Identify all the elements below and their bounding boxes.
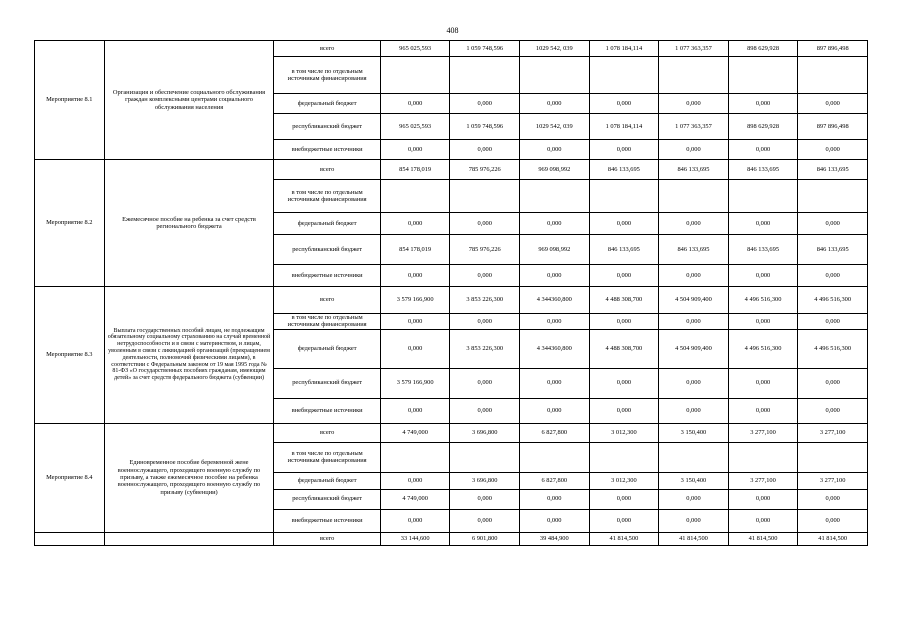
value-cell xyxy=(520,57,590,94)
value-cell: 0,000 xyxy=(520,265,590,287)
value-cell: 1029 542, 039 xyxy=(520,114,590,140)
value-cell: 1029 542, 039 xyxy=(520,41,590,57)
value-cell: 0,000 xyxy=(798,213,868,235)
value-cell: 4 344360,800 xyxy=(520,329,590,368)
value-cell: 0,000 xyxy=(380,314,450,330)
value-cell: 0,000 xyxy=(798,94,868,114)
value-cell: 0,000 xyxy=(450,314,520,330)
value-cell: 0,000 xyxy=(450,489,520,509)
value-cell: 0,000 xyxy=(589,398,659,423)
value-cell: 0,000 xyxy=(450,368,520,398)
value-cell: 846 133,695 xyxy=(589,235,659,265)
value-cell: 4 749,000 xyxy=(380,489,450,509)
value-cell: 897 896,498 xyxy=(798,41,868,57)
value-cell: 4 496 516,300 xyxy=(728,287,798,314)
value-cell: 846 133,695 xyxy=(659,235,729,265)
value-cell: 0,000 xyxy=(520,314,590,330)
value-cell: 0,000 xyxy=(450,140,520,160)
value-cell: 3 853 226,300 xyxy=(450,329,520,368)
value-cell: 3 696,800 xyxy=(450,472,520,489)
value-cell: 785 976,226 xyxy=(450,160,520,180)
funding-source: всего xyxy=(274,423,380,442)
value-cell: 846 133,695 xyxy=(589,160,659,180)
funding-source: федеральный бюджет xyxy=(274,472,380,489)
value-cell: 0,000 xyxy=(728,314,798,330)
event-name: Мероприятие 8.2 xyxy=(35,160,105,287)
value-cell: 0,000 xyxy=(798,368,868,398)
value-cell: 3 277,100 xyxy=(798,472,868,489)
funding-source: федеральный бюджет xyxy=(274,213,380,235)
event-name: Мероприятие 8.3 xyxy=(35,287,105,424)
value-cell: 854 178,019 xyxy=(380,160,450,180)
value-cell: 6 827,800 xyxy=(520,423,590,442)
value-cell: 39 484,900 xyxy=(520,532,590,545)
value-cell: 1 077 363,357 xyxy=(659,114,729,140)
value-cell xyxy=(798,442,868,472)
value-cell: 0,000 xyxy=(728,509,798,532)
value-cell: 898 629,928 xyxy=(728,41,798,57)
value-cell xyxy=(798,180,868,213)
funding-source: в том числе по отдельным источникам финансирования xyxy=(274,442,380,472)
value-cell xyxy=(380,180,450,213)
value-cell: 846 133,695 xyxy=(659,160,729,180)
value-cell xyxy=(798,57,868,94)
value-cell: 0,000 xyxy=(520,94,590,114)
funding-source: республиканский бюджет xyxy=(274,235,380,265)
value-cell: 0,000 xyxy=(380,398,450,423)
funding-source: в том числе по отдельным источникам финансирования xyxy=(274,57,380,94)
value-cell: 0,000 xyxy=(659,140,729,160)
value-cell: 0,000 xyxy=(589,265,659,287)
value-cell xyxy=(589,180,659,213)
value-cell xyxy=(450,180,520,213)
value-cell: 0,000 xyxy=(380,265,450,287)
value-cell xyxy=(520,442,590,472)
value-cell: 3 150,400 xyxy=(659,423,729,442)
value-cell: 0,000 xyxy=(659,398,729,423)
value-cell: 846 133,695 xyxy=(798,235,868,265)
funding-source: республиканский бюджет xyxy=(274,114,380,140)
funding-source: республиканский бюджет xyxy=(274,368,380,398)
value-cell: 0,000 xyxy=(659,509,729,532)
value-cell: 3 012,300 xyxy=(589,423,659,442)
value-cell: 0,000 xyxy=(450,509,520,532)
value-cell: 0,000 xyxy=(659,489,729,509)
value-cell xyxy=(659,180,729,213)
value-cell: 4 749,000 xyxy=(380,423,450,442)
value-cell: 1 059 748,596 xyxy=(450,41,520,57)
value-cell: 41 814,500 xyxy=(589,532,659,545)
value-cell: 0,000 xyxy=(589,94,659,114)
value-cell: 0,000 xyxy=(798,265,868,287)
funding-source: в том числе по отдельным источникам финансирования xyxy=(274,314,380,330)
value-cell xyxy=(380,57,450,94)
value-cell xyxy=(589,442,659,472)
value-cell xyxy=(380,442,450,472)
funding-source: всего xyxy=(274,287,380,314)
value-cell: 965 025,593 xyxy=(380,41,450,57)
event-name: Мероприятие 8.1 xyxy=(35,41,105,160)
value-cell: 1 078 184,114 xyxy=(589,41,659,57)
value-cell: 0,000 xyxy=(798,509,868,532)
budget-table-body xyxy=(35,41,868,546)
value-cell: 33 144,600 xyxy=(380,532,450,545)
value-cell xyxy=(728,57,798,94)
value-cell xyxy=(728,442,798,472)
value-cell: 0,000 xyxy=(798,140,868,160)
value-cell: 3 012,300 xyxy=(589,472,659,489)
table-row xyxy=(35,160,868,180)
value-cell: 0,000 xyxy=(589,509,659,532)
event-description: Организация и обеспечение социального обслуживания граждан комплексными центрами социального обслуживания населения xyxy=(104,41,274,160)
value-cell: 4 488 308,700 xyxy=(589,329,659,368)
value-cell: 0,000 xyxy=(798,398,868,423)
value-cell: 854 178,019 xyxy=(380,235,450,265)
funding-source: федеральный бюджет xyxy=(274,329,380,368)
value-cell: 0,000 xyxy=(589,489,659,509)
value-cell xyxy=(589,57,659,94)
value-cell: 4 344360,800 xyxy=(520,287,590,314)
value-cell: 0,000 xyxy=(589,368,659,398)
value-cell: 0,000 xyxy=(589,140,659,160)
value-cell: 41 814,500 xyxy=(728,532,798,545)
value-cell: 0,000 xyxy=(728,140,798,160)
value-cell: 3 579 166,900 xyxy=(380,287,450,314)
value-cell: 1 077 363,357 xyxy=(659,41,729,57)
value-cell xyxy=(728,180,798,213)
value-cell: 41 814,500 xyxy=(798,532,868,545)
value-cell: 0,000 xyxy=(728,368,798,398)
funding-source: всего xyxy=(274,41,380,57)
value-cell: 6 901,800 xyxy=(450,532,520,545)
value-cell: 41 814,500 xyxy=(659,532,729,545)
event-description: Ежемесячное пособие на ребенка за счет средств регионального бюджета xyxy=(104,160,274,287)
value-cell: 898 629,928 xyxy=(728,114,798,140)
value-cell: 0,000 xyxy=(520,368,590,398)
funding-source: внебюджетные источники xyxy=(274,398,380,423)
value-cell: 4 504 909,400 xyxy=(659,287,729,314)
page-number: 408 xyxy=(446,26,459,35)
value-cell: 965 025,593 xyxy=(380,114,450,140)
value-cell: 1 059 748,596 xyxy=(450,114,520,140)
value-cell: 0,000 xyxy=(520,509,590,532)
value-cell: 3 696,800 xyxy=(450,423,520,442)
value-cell: 846 133,695 xyxy=(728,235,798,265)
value-cell: 0,000 xyxy=(659,265,729,287)
value-cell: 0,000 xyxy=(520,489,590,509)
table-row xyxy=(35,41,868,57)
value-cell xyxy=(520,180,590,213)
funding-source: в том числе по отдельным источникам финансирования xyxy=(274,180,380,213)
event-name xyxy=(35,532,105,545)
value-cell: 4 496 516,300 xyxy=(798,287,868,314)
table-row xyxy=(35,532,868,545)
value-cell xyxy=(450,442,520,472)
value-cell: 846 133,695 xyxy=(728,160,798,180)
value-cell: 6 827,800 xyxy=(520,472,590,489)
event-description: Выплата государственных пособий лицам, не подлежащим обязательному социальному страхованию на случай временной нетрудоспособности и в связи с материнством, и лицам, уволенным в связи с ликвидацией организаций (прекращением деятельности, полномочий физическими лицами), в соответствии с Федеральным законом от 19 мая 1995 года № 81-ФЗ «О государственных пособиях гражданам, имеющим детей» за счет средств федерального бюджета (субвенции) xyxy=(104,287,274,424)
value-cell: 0,000 xyxy=(520,398,590,423)
funding-source: федеральный бюджет xyxy=(274,94,380,114)
value-cell: 0,000 xyxy=(659,368,729,398)
value-cell: 0,000 xyxy=(380,94,450,114)
value-cell: 0,000 xyxy=(520,213,590,235)
value-cell: 3 277,100 xyxy=(728,423,798,442)
funding-source: всего xyxy=(274,160,380,180)
value-cell: 0,000 xyxy=(659,213,729,235)
value-cell: 0,000 xyxy=(798,314,868,330)
value-cell: 0,000 xyxy=(589,213,659,235)
value-cell: 3 277,100 xyxy=(798,423,868,442)
value-cell: 3 150,400 xyxy=(659,472,729,489)
value-cell: 4 504 909,400 xyxy=(659,329,729,368)
value-cell xyxy=(450,57,520,94)
value-cell: 3 579 166,900 xyxy=(380,368,450,398)
value-cell: 0,000 xyxy=(380,509,450,532)
value-cell: 0,000 xyxy=(380,140,450,160)
value-cell: 0,000 xyxy=(728,489,798,509)
value-cell: 969 098,992 xyxy=(520,235,590,265)
value-cell: 969 098,992 xyxy=(520,160,590,180)
value-cell: 0,000 xyxy=(728,398,798,423)
value-cell: 4 496 516,300 xyxy=(728,329,798,368)
value-cell: 897 896,498 xyxy=(798,114,868,140)
value-cell: 0,000 xyxy=(450,94,520,114)
value-cell: 1 078 184,114 xyxy=(589,114,659,140)
value-cell: 0,000 xyxy=(659,314,729,330)
value-cell: 0,000 xyxy=(380,213,450,235)
funding-source: республиканский бюджет xyxy=(274,489,380,509)
event-description: Единовременное пособие беременной жене военнослужащего, проходящего военную службу по призыву, а также ежемесячное пособие на ребенка военнослужащего, проходящего военную службу по призыву (субвенции) xyxy=(104,423,274,532)
funding-source: всего xyxy=(274,532,380,545)
value-cell: 3 277,100 xyxy=(728,472,798,489)
value-cell xyxy=(659,57,729,94)
value-cell: 0,000 xyxy=(380,329,450,368)
value-cell: 0,000 xyxy=(450,398,520,423)
value-cell: 0,000 xyxy=(589,314,659,330)
event-name: Мероприятие 8.4 xyxy=(35,423,105,532)
table-row xyxy=(35,287,868,314)
value-cell: 0,000 xyxy=(380,472,450,489)
value-cell: 0,000 xyxy=(728,94,798,114)
value-cell: 0,000 xyxy=(798,489,868,509)
value-cell: 0,000 xyxy=(728,213,798,235)
value-cell xyxy=(659,442,729,472)
value-cell: 4 488 308,700 xyxy=(589,287,659,314)
value-cell: 0,000 xyxy=(450,213,520,235)
value-cell: 4 496 516,300 xyxy=(798,329,868,368)
table-row xyxy=(35,423,868,442)
value-cell: 0,000 xyxy=(728,265,798,287)
value-cell: 0,000 xyxy=(520,140,590,160)
budget-table xyxy=(34,40,868,546)
event-description xyxy=(104,532,274,545)
value-cell: 0,000 xyxy=(450,265,520,287)
funding-source: внебюджетные источники xyxy=(274,509,380,532)
funding-source: внебюджетные источники xyxy=(274,265,380,287)
value-cell: 0,000 xyxy=(659,94,729,114)
value-cell: 3 853 226,300 xyxy=(450,287,520,314)
value-cell: 785 976,226 xyxy=(450,235,520,265)
value-cell: 846 133,695 xyxy=(798,160,868,180)
funding-source: внебюджетные источники xyxy=(274,140,380,160)
